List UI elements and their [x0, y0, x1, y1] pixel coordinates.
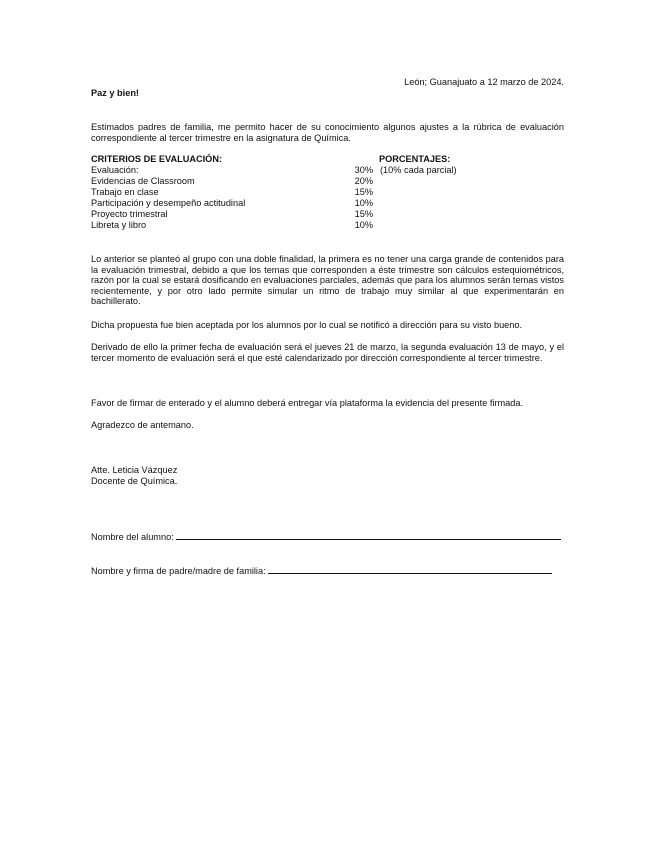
- criteria-row: [91, 209, 564, 220]
- criteria-value: 30%: [354, 165, 373, 175]
- parent-signature-line[interactable]: [268, 566, 552, 574]
- criteria-row: [91, 220, 564, 231]
- criteria-label: Trabajo en clase: [91, 187, 159, 197]
- parent-signature-label: Nombre y firma de padre/madre de familia:: [91, 566, 266, 576]
- rationale-paragraph: Lo anterior se planteó al grupo con una doble finalidad, la primera es no tener una carga grande de contenidos para la evaluación trimestral, debido a que los temas que corresponden a éste trimestre son cálculos estequiométricos, razón por la cual se estará dosificando en evaluaciones parciales, además que para los alumnos serán temas vistos recientemente, y por otro lado permite simular un ritmo de trabajo muy similar al que experimentarán en bachillerato.: [91, 254, 564, 307]
- student-name-field[interactable]: [91, 532, 561, 543]
- criteria-value: 15%: [354, 187, 373, 197]
- request-paragraph: Favor de firmar de enterado y el alumno deberá entregar vía plataforma la evidencia del presente firmada.: [91, 398, 524, 408]
- signature-block: [91, 465, 177, 486]
- criteria-row: [91, 198, 564, 209]
- percent-heading: PORCENTAJES:: [379, 154, 451, 164]
- student-name-line[interactable]: [176, 532, 561, 540]
- thanks-paragraph: Agradezco de antemano.: [91, 420, 194, 430]
- criteria-value: 10%: [354, 220, 373, 230]
- date-line: León; Guanajuato a 12 marzo de 2024.: [404, 77, 564, 87]
- signature-name: Atte. Leticia Vázquez: [91, 465, 178, 475]
- criteria-row: [91, 165, 564, 176]
- parent-signature-field[interactable]: [91, 566, 552, 577]
- criteria-label: Proyecto trimestral: [91, 209, 168, 219]
- criteria-header-row: [91, 154, 564, 165]
- criteria-value: 10%: [354, 198, 373, 208]
- criteria-label: Evidencias de Classroom: [91, 176, 195, 186]
- signature-title: Docente de Química.: [91, 475, 178, 486]
- greeting: Paz y bien!: [91, 88, 139, 98]
- criteria-value: 20%: [354, 176, 373, 186]
- criteria-note: (10% cada parcial): [380, 165, 457, 175]
- criteria-row: [91, 187, 564, 198]
- criteria-table: [91, 154, 564, 231]
- dates-paragraph: Derivado de ello la primer fecha de evaluación será el jueves 21 de marzo, la segunda evaluación 13 de mayo, y el tercer momento de evaluación será el que esté calendarizado por dirección correspondiente al tercer trimestre.: [91, 342, 564, 363]
- criteria-label: Libreta y libro: [91, 220, 147, 230]
- student-name-label: Nombre del alumno:: [91, 532, 174, 542]
- criteria-label: Participación y desempeño actitudinal: [91, 198, 246, 208]
- criteria-value: 15%: [354, 209, 373, 219]
- criteria-heading: CRITERIOS DE EVALUACIÓN:: [91, 154, 223, 164]
- intro-paragraph: Estimados padres de familia, me permito hacer de su conocimiento algunos ajustes a la rúbrica de evaluación correspondiente al tercer trimestre en la asignatura de Química.: [91, 122, 564, 143]
- criteria-label: Evaluación:: [91, 165, 139, 175]
- criteria-row: [91, 176, 564, 187]
- approval-paragraph: Dicha propuesta fue bien aceptada por los alumnos por lo cual se notificó a dirección para su visto bueno.: [91, 320, 523, 330]
